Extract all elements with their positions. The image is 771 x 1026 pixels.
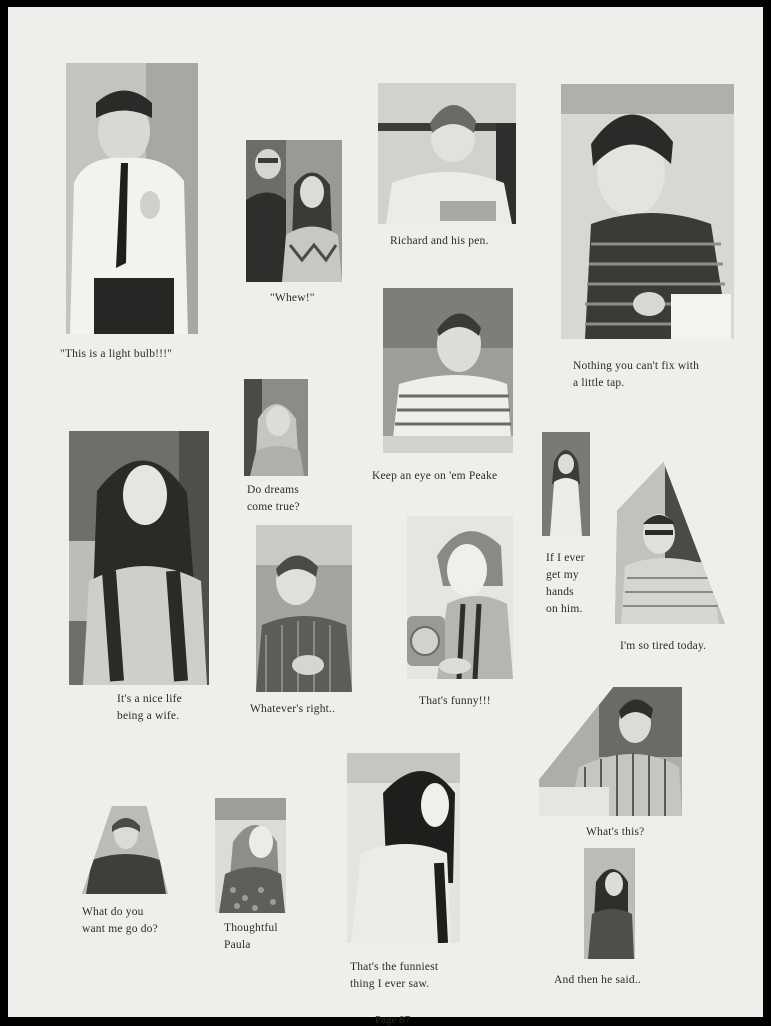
caption-what-do-you: What do you want me go do?: [82, 906, 158, 935]
caption-whats-this: What's this?: [586, 826, 645, 838]
photo-paula: [215, 798, 286, 913]
photo-long-hair-wife: [69, 431, 209, 685]
photo-peake: [383, 288, 513, 453]
caption-richard-pen: Richard and his pen.: [390, 235, 489, 247]
caption-peake: Keep an eye on 'em Peake: [372, 470, 498, 482]
caption-little-tap: Nothing you can't fix with a little tap.: [573, 360, 700, 389]
photo-girl-profile: [347, 753, 460, 943]
caption-nice-life: It's a nice life being a wife.: [117, 693, 182, 722]
photo-boy-writing: [539, 687, 682, 816]
caption-then-he-said: And then he said..: [554, 974, 641, 986]
caption-whew: "Whew!": [270, 292, 315, 304]
caption-do-dreams: Do dreams come true?: [247, 484, 300, 513]
caption-light-bulb: "This is a light bulb!!!": [60, 348, 173, 360]
caption-so-tired: I'm so tired today.: [620, 640, 707, 652]
photo-two-girls: [246, 140, 342, 282]
caption-thoughtful-paula: Thoughtful Paula: [224, 922, 278, 951]
photo-richard-pen: [378, 83, 516, 224]
photo-smiling-boy: [256, 525, 352, 692]
caption-thats-funny: That's funny!!!: [419, 695, 491, 707]
yearbook-page: [8, 7, 763, 1026]
photo-girl-dreams: [244, 379, 308, 476]
caption-funniest-thing: That's the funniest thing I ever saw.: [350, 961, 439, 990]
photo-girl-small: [584, 848, 635, 959]
photo-lady-laughing: [407, 516, 513, 679]
photo-man-tent: [82, 806, 168, 894]
page-number: Page 87: [375, 1014, 411, 1026]
caption-whatevers-right: Whatever's right..: [250, 703, 336, 715]
caption-if-i-ever: If I ever get my hands on him.: [546, 552, 585, 615]
photo-glasses-man: [615, 462, 725, 624]
photo-teacher-with-tie: [66, 63, 198, 334]
photo-girl-standing: [542, 432, 590, 536]
photo-boy-striped-shirt: [561, 84, 734, 339]
